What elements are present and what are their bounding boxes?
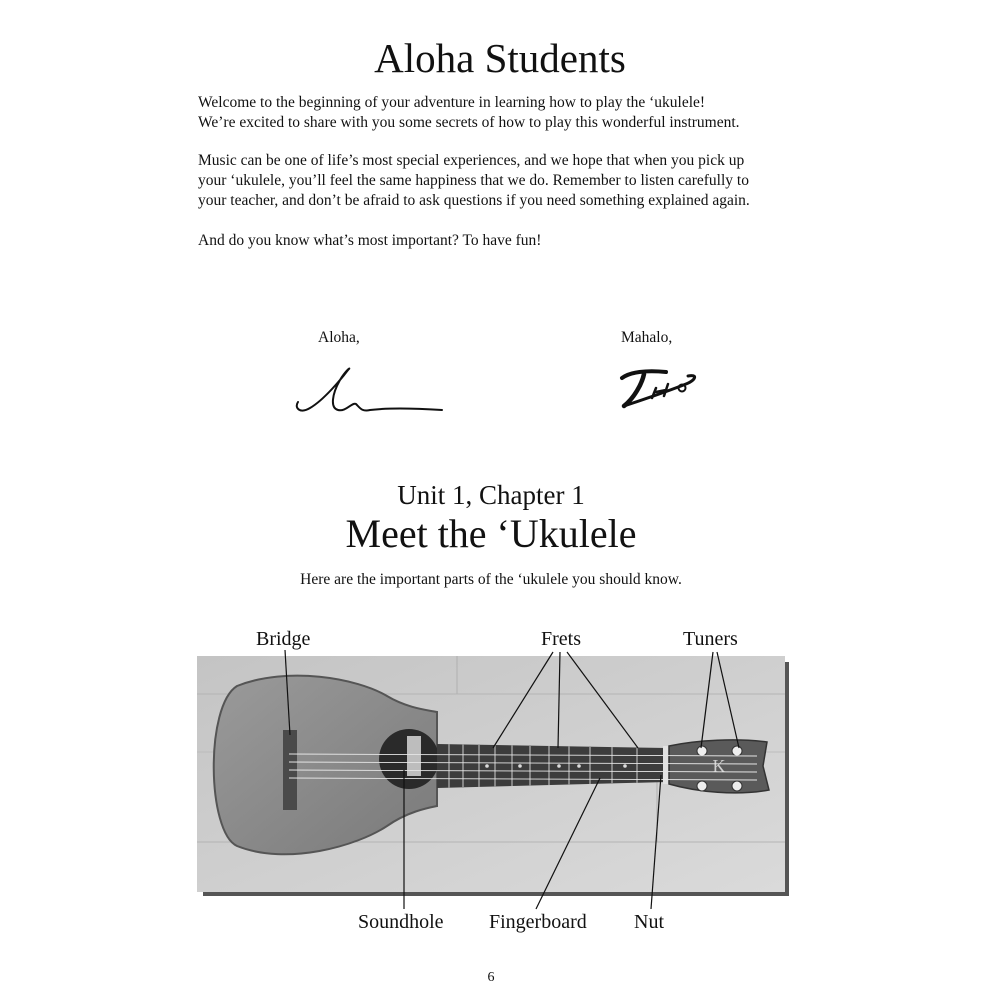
ukulele-photo: [197, 656, 793, 900]
page-number: 6: [487, 970, 495, 985]
label-nut: Nut: [634, 911, 664, 933]
signoff-mahalo: Mahalo,: [621, 329, 673, 346]
signature-right-icon: [616, 362, 706, 417]
label-soundhole: Soundhole: [358, 911, 444, 933]
welcome-paragraph: Welcome to the beginning of your adventure in learning how to play the ‘ukulele! We’re excited to share with you some secrets of how to play this wonderful instrument.: [198, 94, 740, 131]
signature-left-icon: [290, 362, 450, 422]
music-paragraph: Music can be one of life’s most special experiences, and we hope that when you pick up your ‘ukulele, you’ll feel the same happiness that we do. Remember to listen carefully to your teacher, and don’t be afraid to ask questions if you need something explained again.: [198, 152, 750, 209]
unit-chapter-heading: Unit 1, Chapter 1: [397, 480, 585, 510]
label-tuners: Tuners: [683, 628, 738, 650]
label-frets: Frets: [541, 628, 581, 650]
signoff-aloha: Aloha,: [318, 329, 360, 346]
chapter-title: Meet the ‘Ukulele: [345, 511, 637, 556]
page-title: Aloha Students: [374, 35, 626, 81]
label-fingerboard: Fingerboard: [489, 911, 587, 933]
label-bridge: Bridge: [256, 628, 311, 650]
chapter-intro: Here are the important parts of the ‘ukulele you should know.: [300, 571, 682, 588]
fun-paragraph: And do you know what’s most important? To have fun!: [198, 232, 542, 249]
svg-text:K: K: [712, 756, 726, 776]
